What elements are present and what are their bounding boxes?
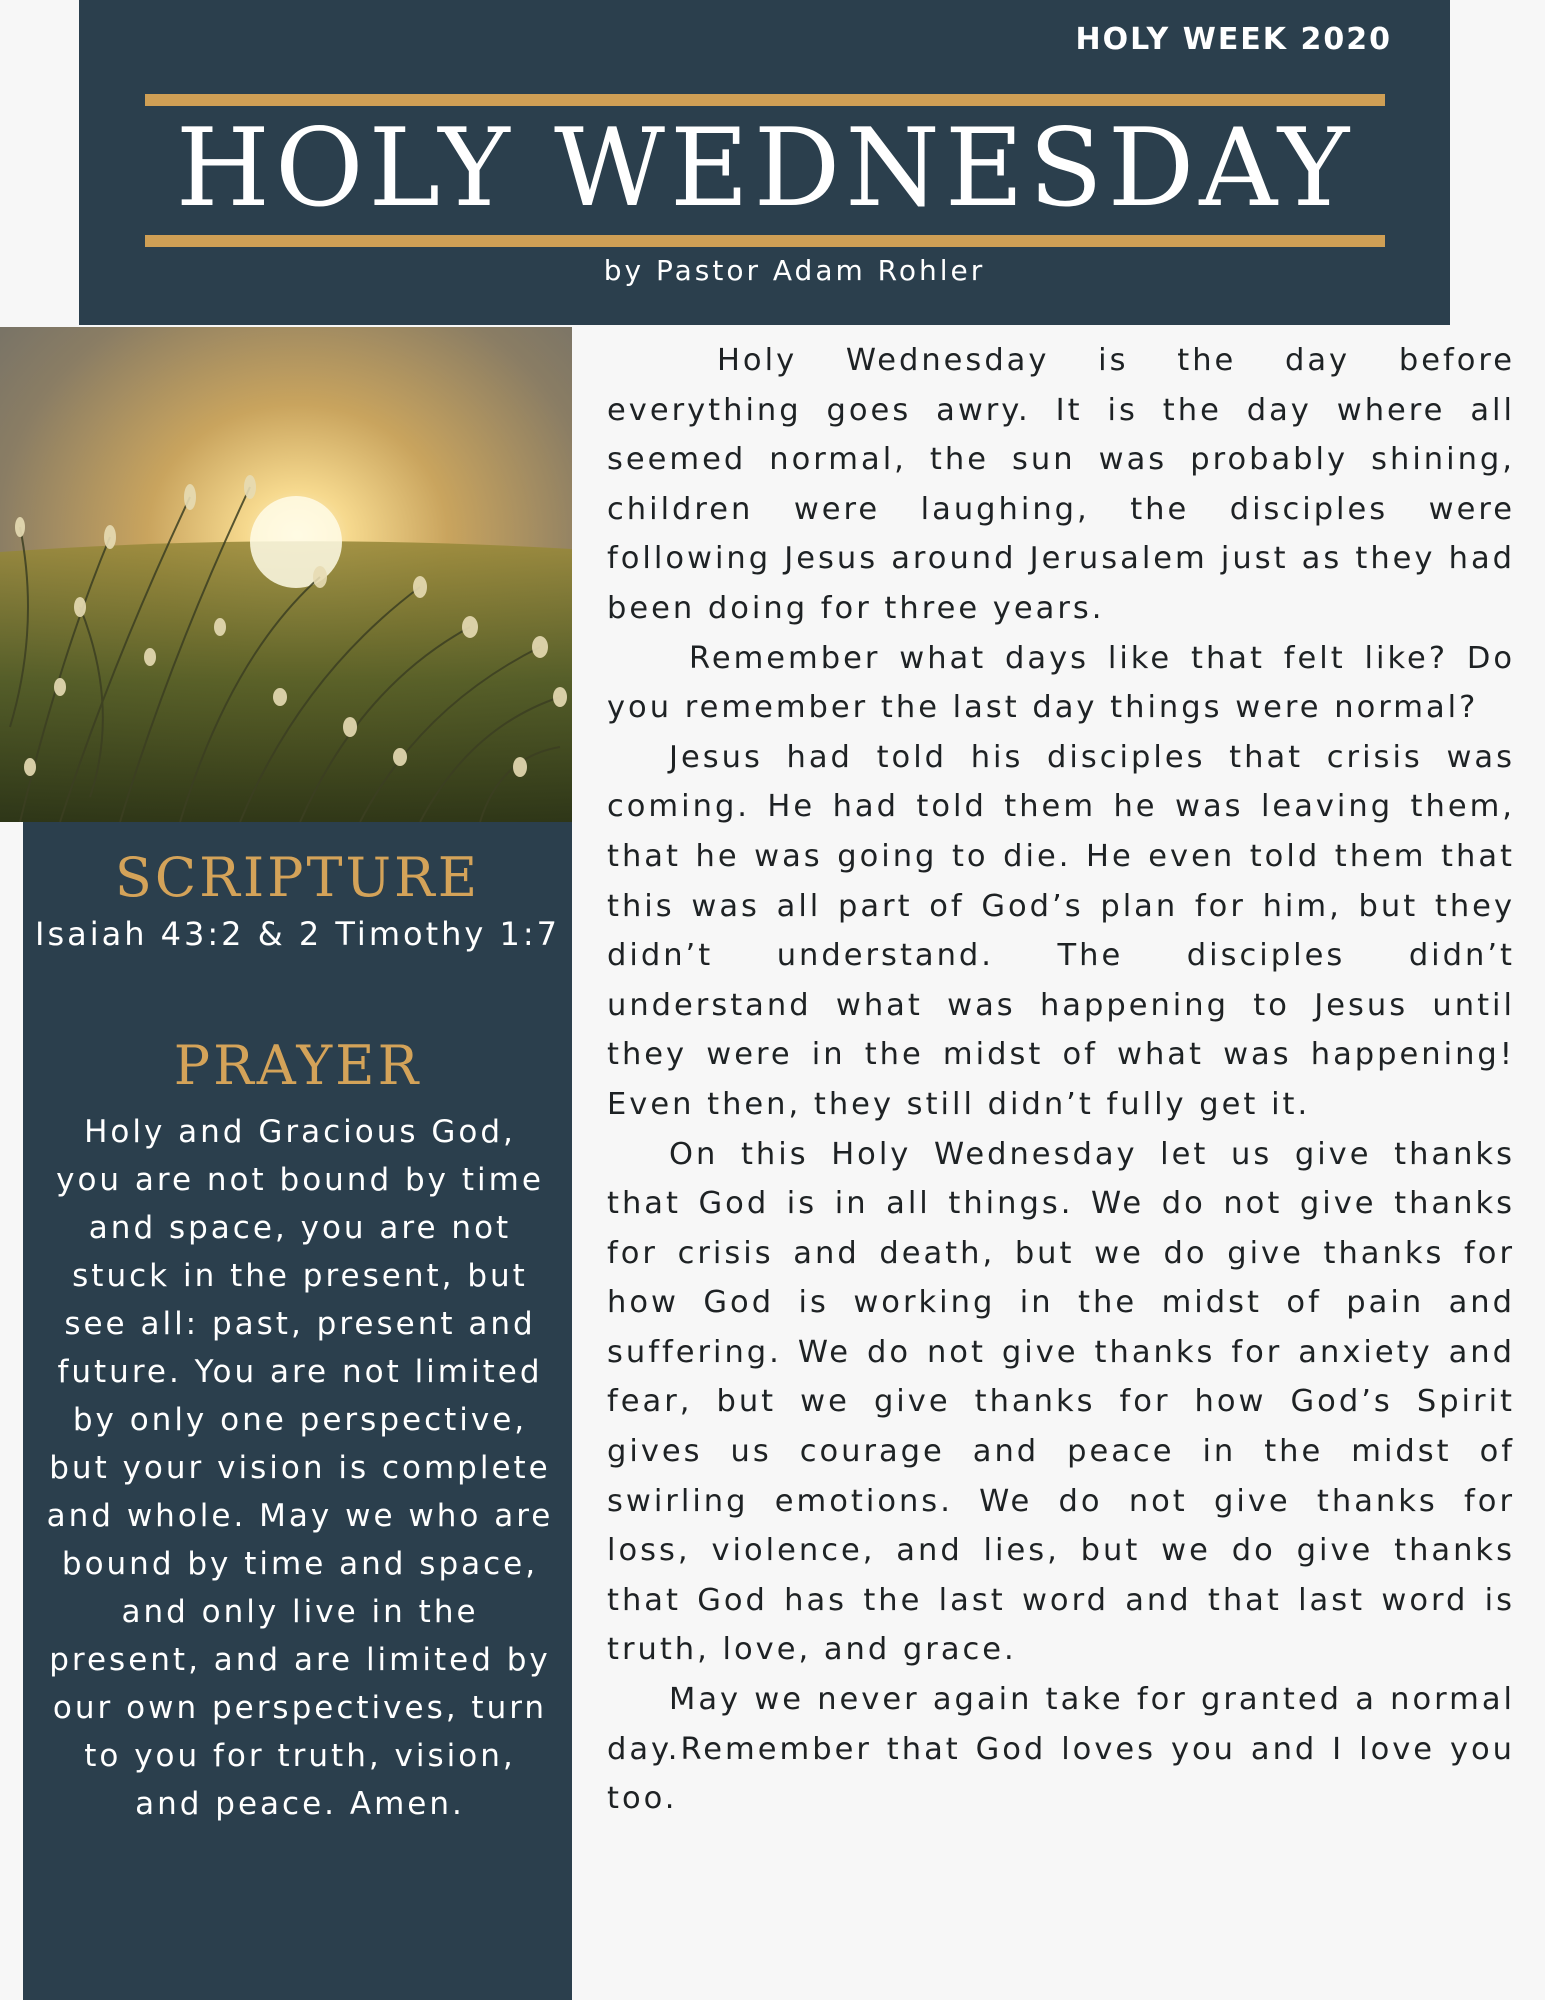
sunset-grass-photo bbox=[0, 327, 572, 822]
article-body bbox=[607, 336, 1515, 1824]
header-banner bbox=[79, 0, 1450, 325]
prayer-heading: PRAYER bbox=[173, 1034, 422, 1097]
scripture-reference: Isaiah 43:2 & 2 Timothy 1:7 bbox=[35, 915, 560, 953]
holy-week-kicker: HOLY WEEK 2020 bbox=[1075, 22, 1392, 57]
article-paragraph: Holy Wednesday is the day before everything goes awry. It is the day where all seemed normal, the sun was probably shining, children were laughing, the disciples were following Jesus around Jerusalem just as they had been doing for three years. bbox=[607, 343, 1515, 626]
article-paragraph: Remember what days like that felt like? Do you remember the last day things were normal? bbox=[607, 640, 1515, 726]
page-title: HOLY WEDNESDAY bbox=[175, 106, 1355, 231]
scripture-prayer-sidebar bbox=[23, 822, 572, 2000]
sunset-grass-image bbox=[0, 327, 572, 822]
prayer-text: Holy and Gracious God, you are not bound by time and space, you are not stuck in the present, but see all: past, present and future. You are not limited by only one perspective, but your vision is complete and whole. May we who are bound by time and space, and only live in the present, and are limited by our own perspectives, turn to you for truth, vision, and peace. Amen. bbox=[46, 1114, 554, 1822]
article-paragraph: Jesus had told his disciples that crisis was coming. He had told them he was leaving them, that he was going to die. He even told them that this was all part of God’s plan for him, but they didn’t understand. The disciples didn’t understand what was happening to Jesus until they were in the midst of what was happening! Even then, they still didn’t fully get it. bbox=[607, 739, 1515, 1122]
gold-rule-top bbox=[145, 94, 1385, 106]
gold-rule-bottom bbox=[145, 235, 1385, 247]
scripture-heading: SCRIPTURE bbox=[114, 846, 481, 909]
author-byline: by Pastor Adam Rohler bbox=[603, 254, 986, 287]
article-paragraph: On this Holy Wednesday let us give thanks that God is in all things. We do not give thanks for crisis and death, but we do give thanks for how God is working in the midst of pain and suffering. We do not give thanks for anxiety and fear, but we give thanks for how God’s Spirit gives us courage and peace in the midst of swirling emotions. We do not give thanks for loss, violence, and lies, but we do give thanks that God has the last word and that last word is truth, love, and grace. bbox=[607, 1136, 1515, 1668]
article-paragraph: May we never again take for granted a normal day.Remember that God loves you and I love you too. bbox=[607, 1682, 1515, 1817]
